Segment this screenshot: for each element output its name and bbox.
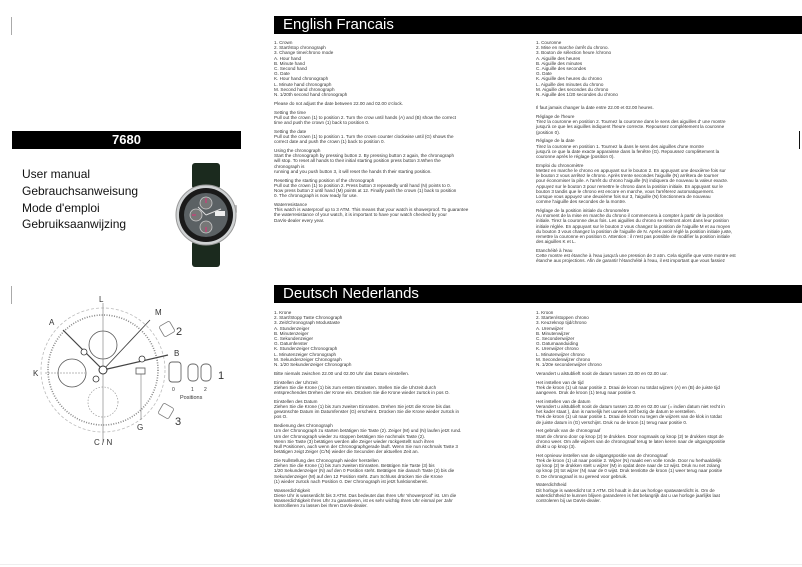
part-item: B. Aiguille des minutes bbox=[536, 60, 583, 66]
part-item: K. Stundenzeiger Chronograph bbox=[274, 346, 338, 352]
part-item: C. Secondenwijzer bbox=[536, 336, 575, 342]
paragraph-line: Pull out the crown (1) to position 1. Turn the crown counter clockwise until (G) shows the bbox=[274, 134, 454, 140]
paragraph-line: Verandert u alstublieft nooit de datum tussen 22.00 en 02.00 uur (= indien datum niet recht in bbox=[536, 404, 725, 410]
paragraph-line: Dit horloge is waterdicht tot 3 ATM. Dit houdt in dat uw horloge spatwaterdicht is. Om de bbox=[536, 487, 715, 493]
paragraph-line: drukt u op knop (3). bbox=[536, 444, 576, 450]
label-CN: C / N bbox=[94, 438, 113, 447]
part-item: A. Stundenzeiger bbox=[274, 325, 310, 331]
position-1: 1 bbox=[191, 387, 194, 393]
watch-dial-diagram bbox=[25, 295, 230, 450]
part-item: 3. Zeit/Chronograph Modustaste bbox=[274, 320, 340, 326]
paragraph-heading: Réglage de la position initiale du chronomètre bbox=[536, 208, 630, 214]
paragraph-line: du bouton 3 vous changez la position de l'aiguille de N. Après avoir réglé la position initiale juste, bbox=[536, 228, 733, 234]
part-item: L. Minute hand chronograph bbox=[274, 81, 332, 87]
paragraph-line: betätigen zeigt Zeiger (C/N) wieder die Secunden der aktuellen Zeit an. bbox=[274, 449, 419, 455]
part-item: K. Hour hand chronograph bbox=[274, 76, 329, 82]
part-item: N. Aiguille des 1/20 secondes du chrono bbox=[536, 92, 618, 98]
paragraph-line: jusqu'à ce que la date exacte apparaisse dans la fenêtre (G). Repoussez complètement la bbox=[536, 148, 720, 154]
manual-title-de: Gebrauchsanweisung bbox=[22, 183, 139, 198]
paragraph-heading: Etanchéité à l'eau bbox=[536, 248, 573, 254]
paragraph-line: de juiste datum in (G) verschijnt. Druk nu de kroon (1) terug naar positie 0. bbox=[536, 419, 688, 425]
part-item: A. Aiguille des heures bbox=[536, 55, 581, 61]
paragraph-line: aangeven. Druk de kroon (1) terug naar positie 0. bbox=[536, 390, 637, 396]
paragraph-heading: Die Nullstellung des Chronograph wieder herstellen bbox=[274, 458, 379, 464]
paragraph-line: Wenn Sie Taste (3) betätigen werden alle Zeiger wieder rückgestellt nach ihren bbox=[274, 438, 435, 444]
part-item: L. Minutenwijzer chrono bbox=[536, 351, 585, 357]
part-item: A. Urenwijzer bbox=[536, 325, 564, 331]
chrono-paragraph bbox=[274, 148, 529, 174]
part-item: 2. Start/Stopp Taste Chronograph bbox=[274, 315, 343, 321]
paragraph-line: le bouton 2 vous arrêtez le chrono. Après trente secondes l'aiguille (N) arrêtera de tourner bbox=[536, 173, 719, 179]
page-bottom-edge bbox=[0, 564, 802, 565]
paragraph-line: Trek de kroon (1) uit naar positie 1. Draai de kroon nu tegen de wijzers van de klok in totdat bbox=[536, 414, 722, 420]
part-item: 3. Change time/chrono mode bbox=[274, 50, 334, 56]
label-L: L bbox=[99, 295, 104, 304]
paragraph-line: Pull out the crown (1) to position 2. Press button 3 repeatedly until hand (N) points to 0. bbox=[274, 182, 451, 188]
part-item: 2. Starten/stoppen chrono bbox=[536, 315, 589, 321]
reset-paragraph bbox=[536, 208, 794, 244]
part-item: C. Aiguille des secondes bbox=[536, 66, 587, 72]
part-item: 1. Couronne bbox=[536, 40, 562, 45]
paragraph-line: Pull out the crown (1) to position 2. Turn the crow until hands (A) and (B) show the correct bbox=[274, 114, 457, 120]
setting-time-paragraph bbox=[536, 380, 794, 396]
part-item: 2. Mise en marche /arrêt du chrono. bbox=[536, 45, 609, 51]
paragraph-heading: Het instellen van de datum bbox=[536, 398, 591, 404]
part-item: 2. Start/stop chronograph bbox=[274, 45, 326, 51]
setting-date-paragraph bbox=[536, 399, 794, 425]
paragraph-heading: Setting the date bbox=[274, 128, 307, 134]
paragraph-line: Lorsque vous appuyez une deuxième fois sur 3, l'aiguille (N) fonctionnera de nouveau bbox=[536, 194, 711, 200]
position-2: 2 bbox=[204, 387, 207, 393]
paragraph-line: het kader staat ), dan is namelijk het uurwerk zelf bezig de datum te verstellen. bbox=[536, 409, 696, 415]
paragraph-heading: Resetting the starting position of the chronograph bbox=[274, 177, 375, 183]
paragraph-line: the waterresistance of your watch, it is important to have your watch checked by your bbox=[274, 212, 447, 218]
reset-paragraph bbox=[274, 458, 529, 484]
chrono-paragraph bbox=[274, 423, 529, 454]
paragraph-line: Trek de kroon (1) uit naar positie 2. Wijzer (N) maakt een volle ronde. Door nu herhaaldelijk bbox=[536, 458, 722, 464]
paragraph-line: 1/20 Sekundenzeiger (N) auf den 0 Position steht. Betätigen Sie danach Taste (2) bis die bbox=[274, 468, 455, 474]
part-item: 1. Crown bbox=[274, 40, 293, 45]
part-item: C. Second hand bbox=[274, 66, 307, 72]
setting-time-paragraph bbox=[274, 110, 529, 126]
reset-paragraph bbox=[536, 453, 794, 479]
part-item: 3. Keuzeknop tijd/chrono bbox=[536, 320, 587, 326]
part-item: M. Aiguille des secondes du chrono bbox=[536, 86, 609, 92]
paragraph-line: Tirez la couronne en position 2. Tournez la couronne dans le sens des aiguilles d' une montre bbox=[536, 119, 726, 125]
paragraph-line: initiale réglée. En appuyant sur le bouton 2 vous changez la position de l'aiguille M et au moyen bbox=[536, 223, 731, 229]
paragraph-heading: Het gebruik van de chronograaf bbox=[536, 428, 601, 434]
water-paragraph bbox=[274, 488, 529, 509]
paragraph-line: Diese Uhr is wasserdicht bis 3 ATM. Das bedeutet das Ihren Uhr 'showerproof' ist. Um die bbox=[274, 492, 457, 498]
date-note: Bitte niemals zwischen 22.00 und 02.00 Uhr das Datum einstellen. bbox=[274, 370, 410, 376]
label-B: B bbox=[174, 349, 180, 358]
paragraph-line: chrono weer. Om alle wijzers van de chronograaf terug te laten keren naar de uitgangspositie bbox=[536, 438, 726, 444]
paragraph-line: pos O. bbox=[274, 414, 288, 420]
watch-photo bbox=[165, 163, 245, 267]
model-number-bar: 7680 bbox=[12, 131, 241, 149]
setting-date-paragraph bbox=[536, 138, 794, 159]
paragraph-line: des aiguilles K et L. bbox=[536, 239, 576, 245]
water-paragraph bbox=[536, 248, 794, 264]
part-item: 1. Krone bbox=[274, 310, 292, 315]
setting-time-paragraph bbox=[536, 114, 794, 135]
paragraph-line: Um der Chronograph zu starten betätigen Sie Taste (2). Zeiger (M) und (N) laufen jetzt rund. bbox=[274, 428, 462, 434]
label-A: A bbox=[49, 318, 55, 327]
part-item: B. Minutenzeiger bbox=[274, 330, 309, 336]
date-note: Verandert u alstublieft nooit de datum tussen 22.00 en 02.00 uur. bbox=[536, 370, 668, 376]
paragraph-heading: Setting the time bbox=[274, 109, 306, 115]
paragraph-line: Mettez en marche le chrono en appuyant sur le bouton 2. En appuyant une deuxième fois sur bbox=[536, 168, 726, 174]
paragraph-line: This watch is waterproof up to 3 ATM. This means that your watch is showerproof. To guarantee bbox=[274, 207, 469, 213]
paragraph-line: Ziehen Sie die Krone (1) bis zum zweiten Einrasten. Betätigen Sie Taste (3) bis bbox=[274, 463, 435, 469]
dutch-column bbox=[536, 310, 794, 507]
water-paragraph bbox=[536, 482, 794, 503]
paragraph-line: Ziehen Sie die Krone (1) bis zum ersten Einrasten. Stellen Sie die Uhrzeit durch bbox=[274, 384, 437, 390]
paragraph-line: Wasserdichtigkeit Ihres Uhr zu garantieren, ist es sehr wichtig Ihren Uhr einmal per Jahr bbox=[274, 498, 453, 504]
part-item: G. Datumfenster bbox=[274, 341, 308, 347]
paragraph-line: Start de chrono door op knop (2) te drukken. Door nogmaals op knop (2) te drukken stopt de bbox=[536, 433, 724, 439]
parts-list bbox=[536, 40, 794, 97]
manual-title-list bbox=[22, 166, 138, 233]
paragraph-line: will stop. To reset all hands to their initial starting position press button 3.When the bbox=[274, 158, 441, 164]
paragraph-line: Um der Chronograph wieder zu stoppen betätigen Sie nochmals Taste (2). bbox=[274, 433, 426, 439]
paragraph-heading: Het instellen van de tijd bbox=[536, 379, 584, 385]
french-column bbox=[536, 40, 794, 267]
paragraph-heading: Wasserdichtigkeit bbox=[274, 487, 310, 493]
paragraph-line: couronne après le réglage (position 0). bbox=[536, 154, 615, 160]
position-0: 0 bbox=[172, 387, 175, 393]
paragraph-line: (1) wieder zurück nach Position 0. Der Chronograph ist jetzt funktionsbereit. bbox=[274, 478, 428, 484]
part-item: B. Minute hand bbox=[274, 60, 305, 66]
paragraph-line: chronograph is bbox=[274, 163, 305, 169]
part-item: 1. Kroon bbox=[536, 310, 554, 315]
crop-mark bbox=[11, 286, 12, 304]
part-item: K. Aiguille des heures du chrono bbox=[536, 76, 602, 82]
paragraph-line: entsprechendes Drehen der Krone ein. Drücken Sie die Krone wieder zurück in pos O. bbox=[274, 390, 450, 396]
german-column bbox=[274, 310, 529, 512]
paragraph-line: Tirez la couronne en position 1. Tournez la dans le sens des aiguilles d'une montre bbox=[536, 143, 704, 149]
paragraph-line: kontrollieren zu lassen bei Ihren DaVis-dealer. bbox=[274, 503, 368, 509]
paragraph-line: 0. De chronograaf is nu gereed voor gebruik. bbox=[536, 473, 628, 479]
part-item: M. Sekundenzeiger Chronograph bbox=[274, 356, 342, 362]
paragraph-heading: Waterresistance bbox=[274, 202, 308, 208]
paragraph-line: op knop (3) tot wijzer (N) naar de 0 wijst. Druk tenslotte de kroon (1) weer terug naar positie bbox=[536, 468, 723, 474]
part-item: L. Minutenzeiger Chronograph bbox=[274, 351, 337, 357]
paragraph-line: Now press button 2 until hand (M) points at 12. Finally push the crown (1) back to position bbox=[274, 188, 457, 194]
paragraph-line: running and you push button 3, it will reset the hands th their starting position. bbox=[274, 168, 432, 174]
date-note: Il faut jamais changer la date entre 22.00 et 02.00 heures. bbox=[536, 105, 654, 111]
water-paragraph bbox=[274, 202, 529, 223]
paragraph-heading: Using the chronograph bbox=[274, 148, 321, 154]
paragraph-line: (position 0). bbox=[536, 129, 561, 135]
paragraph-line: pour économiser la pile. A l'arrêt du chrono l'aiguille (N) indiquera de nouveau la valeur exacte. bbox=[536, 178, 729, 184]
parts-list bbox=[536, 310, 794, 367]
manual-title-en: User manual bbox=[22, 167, 91, 181]
setting-time-paragraph bbox=[274, 380, 529, 396]
date-note: Please do not adjust the date between 22.00 and 02.00 o'clock. bbox=[274, 100, 404, 106]
label-button-2: 2 bbox=[176, 326, 183, 338]
paragraph-heading: Réglage de l'heure bbox=[536, 114, 575, 120]
paragraph-line: étanche aux projections. Afin de garantir l'étanchéité à l'eau, il est important que vous fassiez bbox=[536, 258, 725, 264]
label-K: K bbox=[33, 369, 39, 378]
paragraph-line: bouton 3 tandis que le chrono est encore en marche, vous l'arrêterez automatiquement. bbox=[536, 188, 715, 194]
paragraph-line: controleren bij uw DaVis-dealer. bbox=[536, 498, 601, 504]
crop-mark bbox=[799, 131, 800, 149]
label-G: G bbox=[137, 423, 144, 432]
part-item: M. Secondenwijzer chrono bbox=[536, 356, 591, 362]
part-item: K. Urenwijzer chrono bbox=[536, 346, 579, 352]
paragraph-heading: Einstellen des Datum bbox=[274, 398, 318, 404]
paragraph-line: initiale. Tirez la couronne deux fois. Les aiguilles du chrono se mettront alors dans leur position bbox=[536, 218, 729, 224]
paragraph-line: jusqu'à ce que les aiguilles indiquent l'heure correcte. Repoussez complètement la couronne bbox=[536, 124, 725, 130]
part-item: N. 1/20 Sekundenzeiger Chronograph bbox=[274, 362, 352, 368]
paragraph-heading: Het opnieuw instellen van de uitgangspositie van de chronograaf bbox=[536, 452, 668, 458]
paragraph-heading: Einstellen der Uhrzeit bbox=[274, 379, 318, 385]
paragraph-line: op knop (2) te drukken stelt u wijzer (M) in opdat deze naar de 12 wijst. Druk nu net zolang bbox=[536, 463, 721, 469]
paragraph-line: comme l'aiguille des secondes de la montre. bbox=[536, 199, 627, 205]
part-item: N. 1/20e secondenwijzer chrono bbox=[536, 362, 602, 368]
paragraph-line: Appuyez sur le bouton 3 pour remettre le chrono dans la position initiale. En appuyant sur le bbox=[536, 183, 723, 189]
setting-date-paragraph bbox=[274, 399, 529, 420]
part-item: G. Datumaanduiding bbox=[536, 341, 579, 347]
manual-title-fr: Mode d'emploi bbox=[22, 200, 100, 215]
paragraph-heading: Bedienung des Chronograph bbox=[274, 423, 333, 429]
paragraph-heading: Réglage de la date bbox=[536, 138, 575, 144]
paragraph-line: remettre la couronne en position 0. Attention : il n'est pas possible de modifier la position initiale bbox=[536, 234, 730, 240]
section-header-en-fr: English Francais bbox=[274, 16, 802, 34]
parts-list bbox=[274, 310, 529, 367]
paragraph-line: Cette montre est étanche à l'eau jusqu'à une pression de 3 atm. Cela signifie que votre montre est bbox=[536, 253, 736, 259]
paragraph-line: gewünschte Datum im Datumfenster (G) erscheint. Drücken Sie die Krone wieder zurück in bbox=[274, 409, 460, 415]
chrono-paragraph bbox=[536, 163, 794, 205]
section-header-de-nl: Deutsch Nederlands bbox=[274, 285, 802, 303]
part-item: G. Date bbox=[536, 71, 552, 77]
paragraph-line: Trek de kroon (1) uit naar positie 2. Draai de kroon nu totdat wijzers (A) en (B) de juiste tijd bbox=[536, 384, 720, 390]
parts-list bbox=[274, 40, 529, 97]
manual-title-nl: Gebruiksaanwijzing bbox=[22, 217, 127, 232]
label-M: M bbox=[155, 308, 162, 317]
paragraph-line: Null Positionen, auch wenn der Chronographgerade läuft. Wenn Sie nun nochmals Taste 3 bbox=[274, 444, 458, 450]
paragraph-line: Start the chronograph by pressing button 2. By pressing button 2 again, the chronograph bbox=[274, 153, 455, 159]
english-column bbox=[274, 40, 529, 226]
paragraph-line: time and push the crown (1) back to position 0. bbox=[274, 120, 370, 126]
crop-mark bbox=[11, 17, 12, 35]
label-crown-1: 1 bbox=[218, 370, 225, 382]
part-item: 3. Bouton de sélection heure /chrono bbox=[536, 50, 612, 56]
chrono-paragraph bbox=[536, 428, 794, 449]
part-item: M. Second hand chronograph bbox=[274, 86, 335, 92]
part-item: A. Hour hand bbox=[274, 55, 302, 61]
paragraph-line: waterdichtheid te kunnen blijven garanderen is het belangrijk dat u uw horloge jaarlijks laat bbox=[536, 492, 720, 498]
paragraph-line: 0. The chronograph is now ready for use. bbox=[274, 193, 358, 199]
paragraph-line: correct date and push the crown (1) back to position 0. bbox=[274, 139, 385, 145]
setting-date-paragraph bbox=[274, 129, 529, 145]
reset-paragraph bbox=[274, 178, 529, 199]
part-item: B. Minutenwijzer bbox=[536, 330, 570, 336]
paragraph-line: Au moment de la mise en marche du chrono il commencera à compter à partir de la position bbox=[536, 213, 724, 219]
part-item: C. Sekundenzeiger bbox=[274, 336, 314, 342]
part-item: L. Aiguille des minutes du chrono bbox=[536, 81, 604, 87]
part-item: N. 1/20th second hand chronograph bbox=[274, 92, 348, 98]
paragraph-heading: Emploi du chronomètre bbox=[536, 162, 584, 168]
label-button-3: 3 bbox=[175, 416, 182, 428]
paragraph-line: Ziehen Sie die Krone (1) bis zum zweiten Einrasten. Drehen Sie jetzt die Krone bis das bbox=[274, 404, 451, 410]
paragraph-line: Sekundenzeiger (M) auf den 12 Position steht. Zum Schluss drücken Sie die Krone bbox=[274, 473, 443, 479]
paragraph-line: DaVis-dealer every year. bbox=[274, 217, 325, 223]
part-item: G. Date bbox=[274, 71, 290, 77]
positions-label: Positions bbox=[180, 395, 203, 401]
paragraph-heading: Waterdichtheid bbox=[536, 482, 567, 488]
